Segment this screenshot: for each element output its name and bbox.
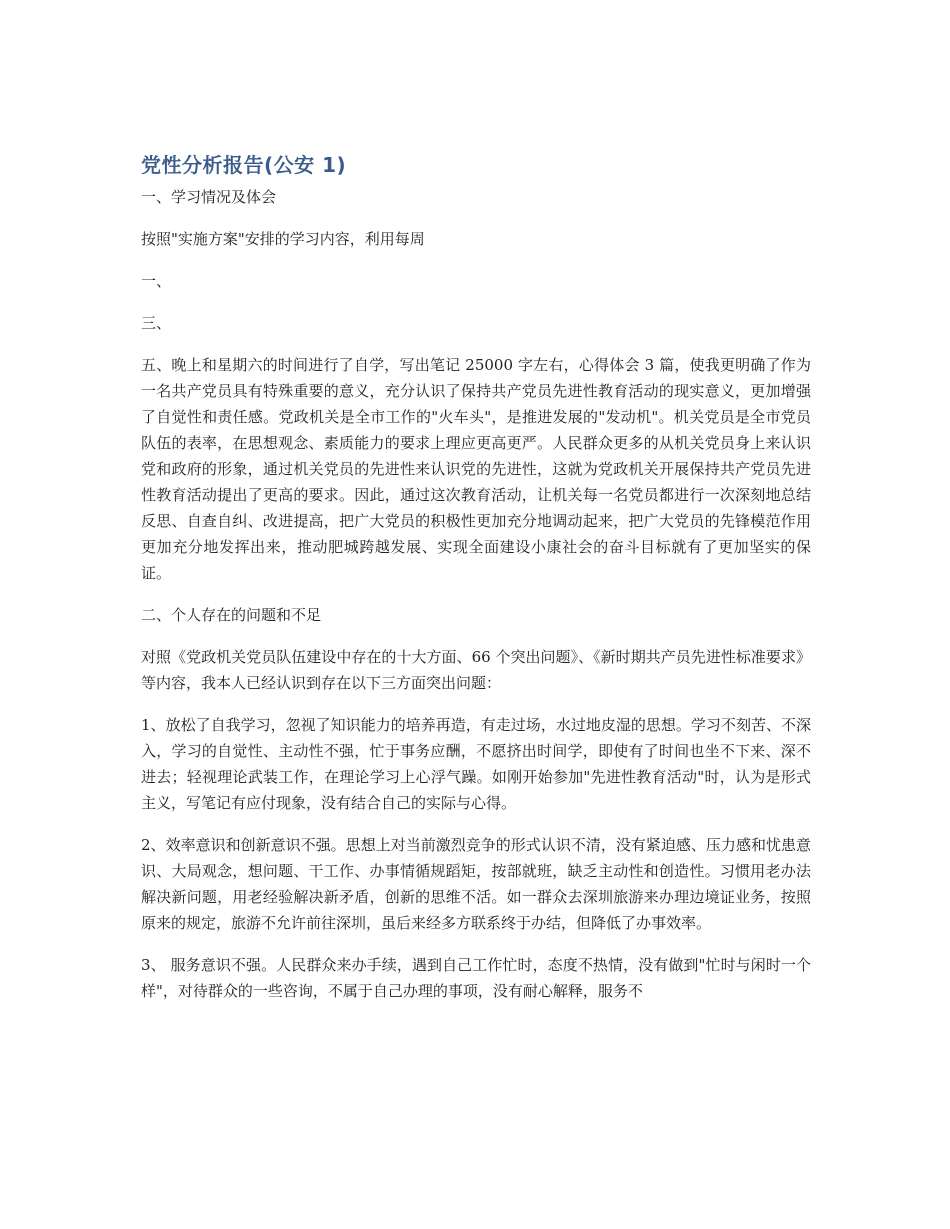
section-heading-study: 一、学习情况及体会 <box>141 188 277 206</box>
paragraph-problem-2: 2、效率意识和创新意识不强。思想上对当前激烈竞争的形式认识不清，没有紧迫感、压力感和忧患意识、大局观念，想问题、干工作、办事情循规蹈矩，按部就班，缺乏主动性和创造性。习惯用老办法解决新问题，用老经验解决新矛盾，创新的思维不活。如一群众去深圳旅游来办理边境证业务，按照原来的规定，旅游不允许前往深圳，虽后来经多方联系终于办结，但降低了办事效率。 <box>141 836 811 932</box>
paragraph-problem-3: 3、 服务意识不强。人民群众来办手续，遇到自己工作忙时，态度不热情，没有做到"忙时与闲时一个样"，对待群众的一些咨询，不属于自己办理的事项，没有耐心解释，服务不 <box>141 956 811 1000</box>
paragraph-comparison: 对照《党政机关党员队伍建设中存在的十大方面、66 个突出问题》、《新时期共产员先进性标准要求》等内容，我本人已经认识到存在以下三方面突出问题： <box>141 648 811 692</box>
section-heading-problems: 二、个人存在的问题和不足 <box>141 606 322 624</box>
document-page <box>141 152 811 1020</box>
document-title: 党性分析报告(公安 1) <box>141 153 347 177</box>
paragraph-plan: 按照"实施方案"安排的学习内容，利用每周 <box>141 230 425 248</box>
paragraph-fragment-three: 三、 <box>141 314 172 332</box>
paragraph-fragment-one: 一、 <box>141 272 172 290</box>
paragraph-problem-1: 1、放松了自我学习，忽视了知识能力的培养再造，有走过场，水过地皮湿的思想。学习不刻苦、不深入，学习的自觉性、主动性不强，忙于事务应酬，不愿挤出时间学，即使有了时间也坐不下来、深不进去；轻视理论武装工作，在理论学习上心浮气躁。如刚开始参加"先进性教育活动"时，认为是形式主义，写笔记有应付现象，没有结合自己的实际与心得。 <box>141 716 811 812</box>
paragraph-self-study: 五、晚上和星期六的时间进行了自学，写出笔记 25000 字左右，心得体会 3 篇，使我更明确了作为一名共产党员具有特殊重要的意义，充分认识了保持共产党员先进性教育活动的现实意义，更加增强了自觉性和责任感。党政机关是全市工作的"火车头"，是推进发展的"发动机"。机关党员是全市党员队伍的表率，在思想观念、素质能力的要求上理应更高更严。人民群众更多的从机关党员身上来认识党和政府的形象，通过机关党员的先进性来认识党的先进性，这就为党政机关开展保持共产党员先进性教育活动提出了更高的要求。因此，通过这次教育活动，让机关每一名党员都进行一次深刻地总结反思、自查自纠、改进提高，把广大党员的积极性更加充分地调动起来，把广大党员的先锋模范作用更加充分地发挥出来，推动肥城跨越发展、实现全面建设小康社会的奋斗目标就有了更加坚实的保证。 <box>141 356 811 582</box>
